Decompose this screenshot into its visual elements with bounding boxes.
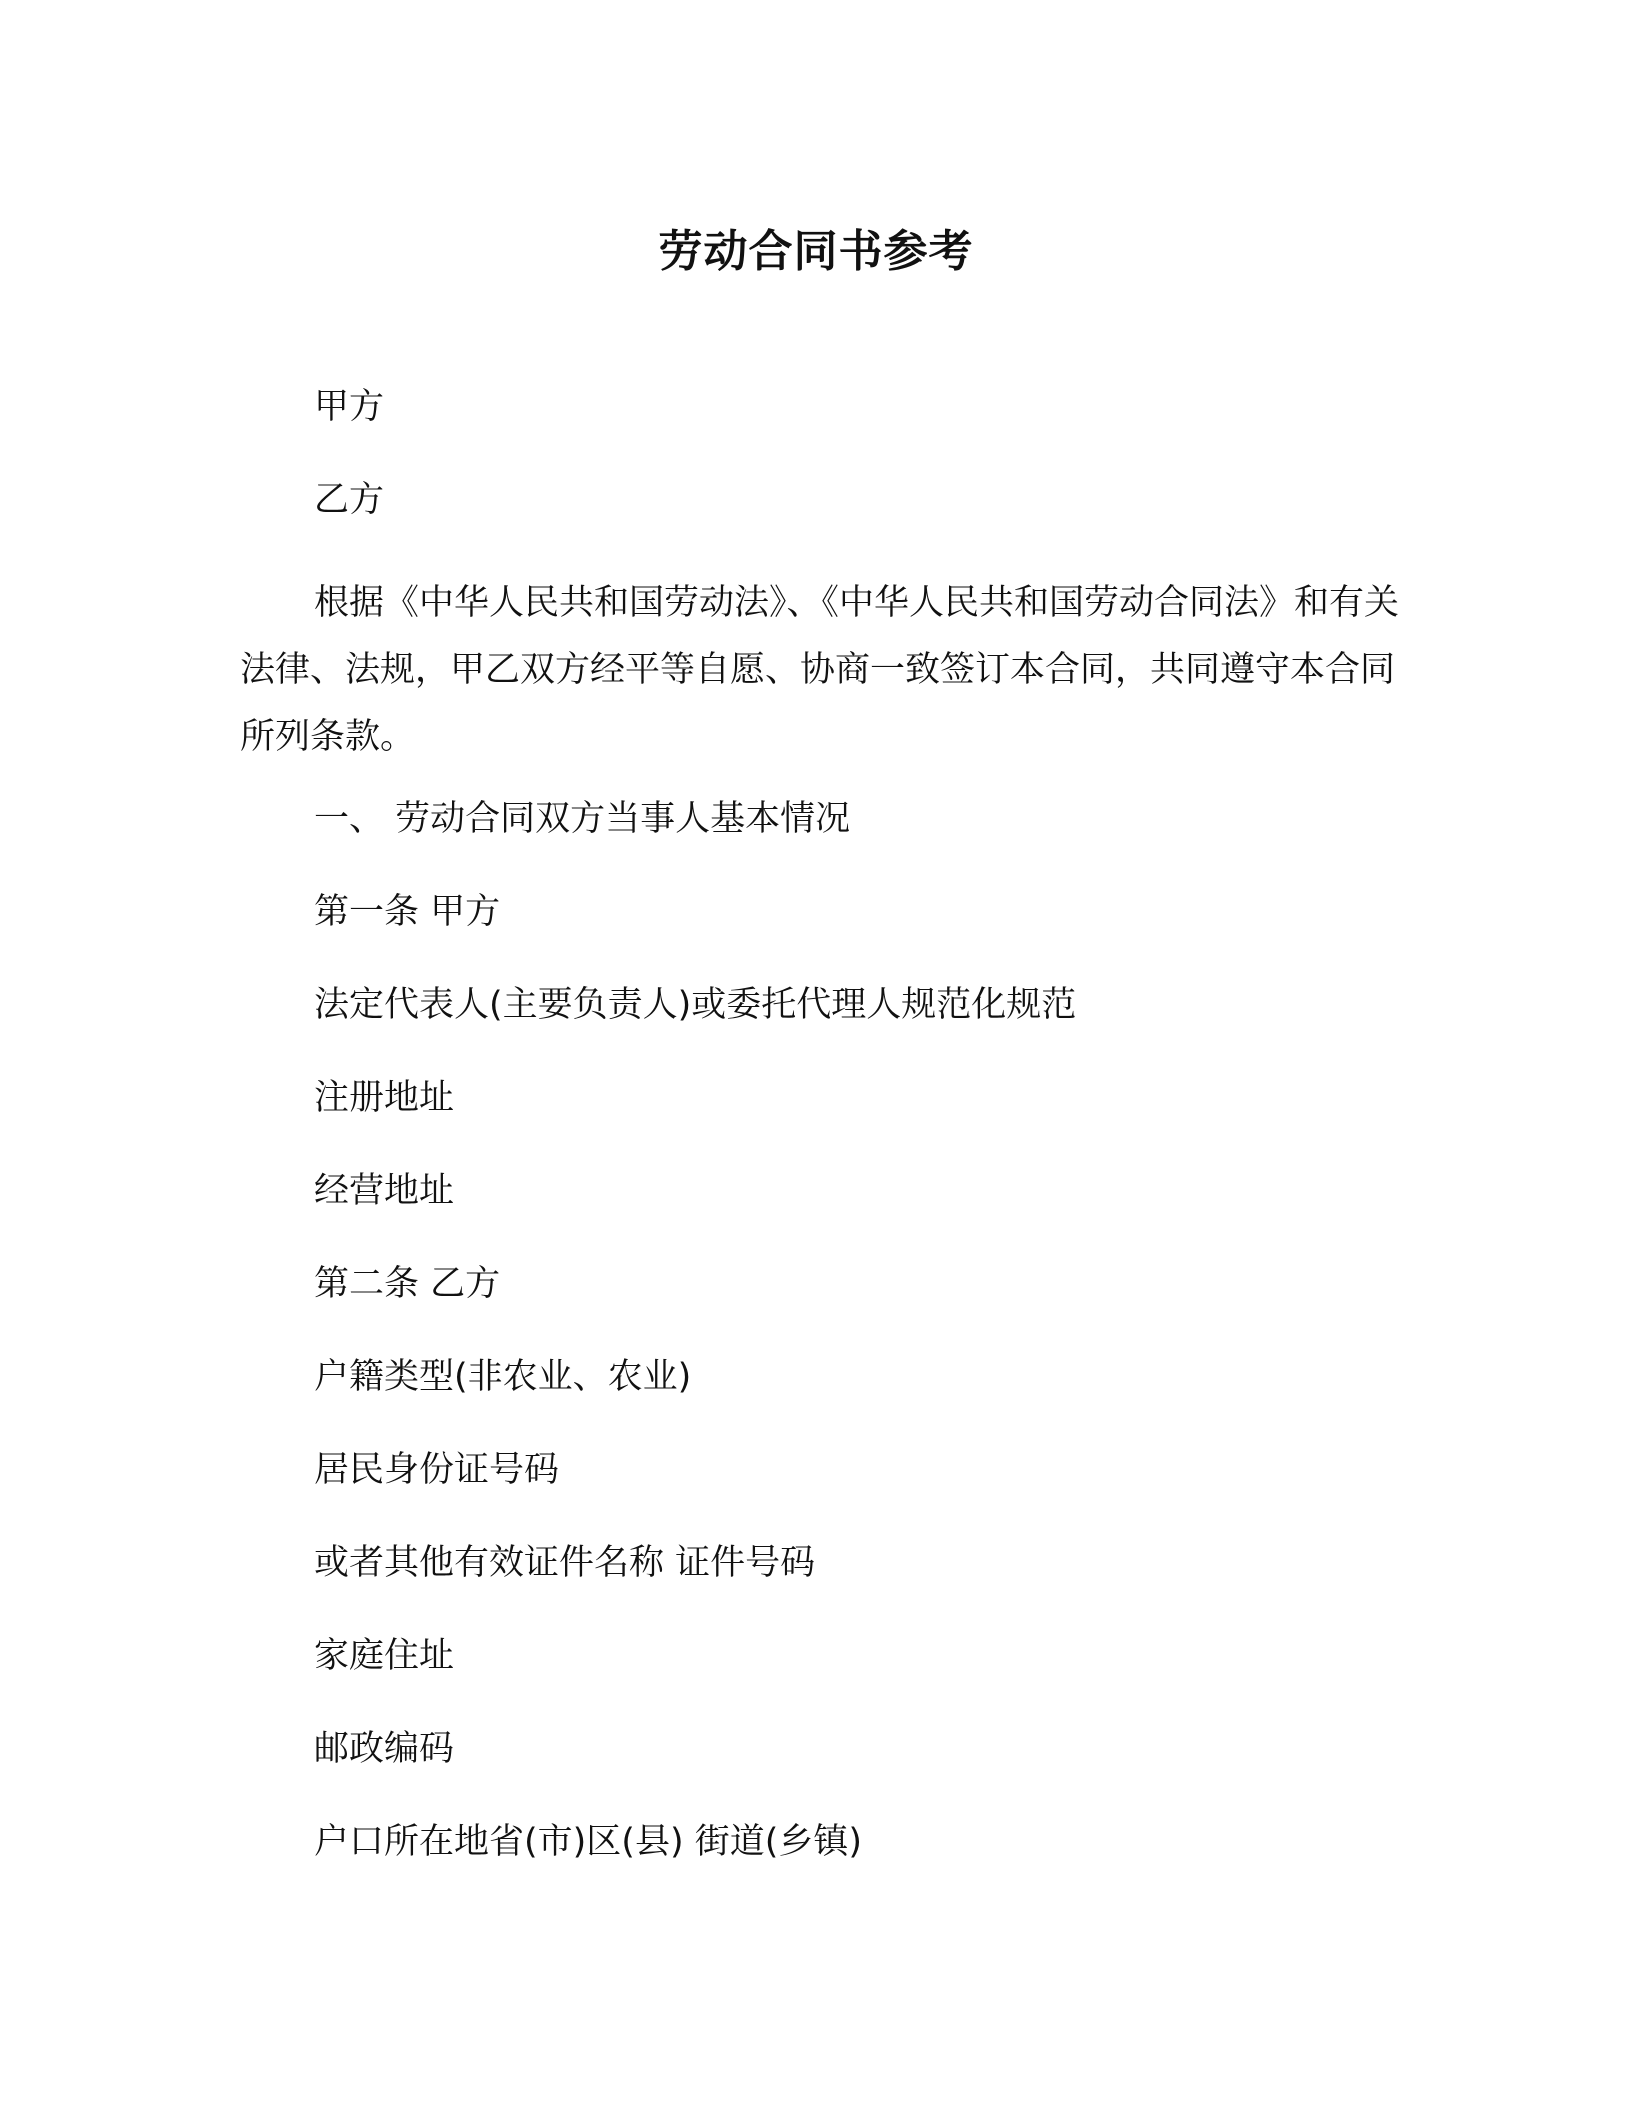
home-address-field: 家庭住址 — [314, 1636, 455, 1676]
hukou-location-field: 户口所在地省(市)区(县) 街道(乡镇) — [314, 1822, 863, 1862]
business-address-field: 经营地址 — [314, 1171, 455, 1211]
party-b-label: 乙方 — [314, 480, 385, 520]
registered-address-field: 注册地址 — [314, 1078, 455, 1118]
other-id-field: 或者其他有效证件名称 证件号码 — [314, 1543, 816, 1583]
article-2-heading: 第二条 乙方 — [314, 1264, 501, 1304]
party-a-label: 甲方 — [314, 387, 385, 427]
postal-code-field: 邮政编码 — [314, 1729, 455, 1769]
section-heading-1: 一、 劳动合同双方当事人基本情况 — [314, 799, 851, 839]
id-number-field: 居民身份证号码 — [314, 1450, 560, 1490]
intro-paragraph: 根据《中华人民共和国劳动法》、《中华人民共和国劳动合同法》和有关法律、法规，甲乙双方经平等自愿、协商一致签订本合同，共同遵守本合同所列条款。 — [240, 583, 1400, 757]
legal-rep-field: 法定代表人(主要负责人)或委托代理人规范化规范 — [314, 985, 1077, 1025]
household-type-field: 户籍类型(非农业、农业) — [314, 1357, 692, 1397]
document-title: 劳动合同书参考 — [658, 226, 974, 277]
article-1-heading: 第一条 甲方 — [314, 892, 501, 932]
